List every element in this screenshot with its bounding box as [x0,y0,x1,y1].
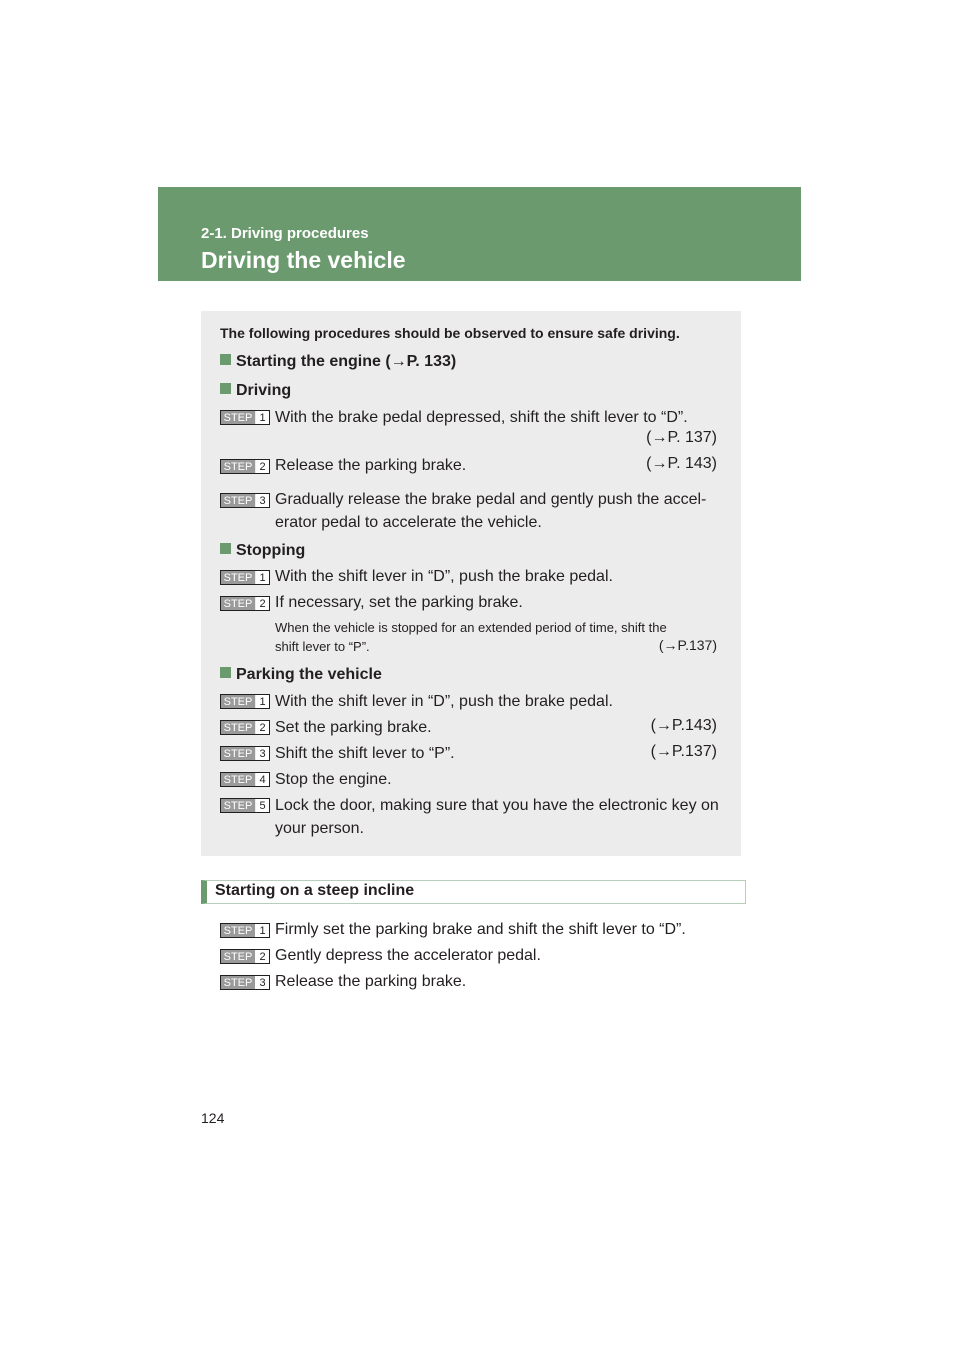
step-badge: STEP 2 [220,596,270,611]
procedures-panel [201,311,741,856]
bullet-square-icon [220,383,231,394]
heading-stopping: Stopping [220,541,760,561]
note-text-continued: shift lever to “P”. [275,639,370,654]
step-text: Release the parking brake. [275,973,467,990]
page-reference: (→P.143) [650,717,717,734]
step-text: Set the parking brake. [275,719,432,736]
note-text: When the vehicle is stopped for an extended period of time, shift the [275,620,667,635]
section-header [158,187,801,281]
step-text: Stop the engine. [275,771,392,788]
page-title: Driving the vehicle [201,247,406,273]
step-text: Release the parking brake. [275,457,467,474]
step-badge: STEP 2 [220,459,270,474]
step-text-continued: your person. [275,820,364,837]
incline-heading: Starting on a steep incline [215,882,415,899]
heading-parking: Parking the vehicle [220,665,760,685]
step-text: Lock the door, making sure that you have the electronic key on [275,797,719,814]
step-text: If necessary, set the parking brake. [275,594,523,611]
page-reference: (→P. 137) [646,429,717,446]
step-badge: STEP 2 [220,949,270,964]
step-text: Shift the shift lever to “P”. [275,745,455,762]
incline-heading-bar [201,880,746,904]
step-text-continued: erator pedal to accelerate the vehicle. [275,514,542,531]
step-text: Gradually release the brake pedal and gently push the accel- [275,491,707,508]
step-badge: STEP 1 [220,570,270,585]
bullet-square-icon [220,543,231,554]
bullet-square-icon [220,667,231,678]
step-badge: STEP 5 [220,798,270,813]
step-text: With the shift lever in “D”, push the brake pedal. [275,693,613,710]
step-badge: STEP 1 [220,694,270,709]
page-reference: (→P.137) [658,637,717,653]
step-badge: STEP 4 [220,772,270,787]
heading-starting-engine: Starting the engine (→P. 133) [220,352,760,372]
step-text: With the brake pedal depressed, shift the shift lever to “D”. [275,409,688,426]
step-text: Gently depress the accelerator pedal. [275,947,541,964]
bullet-square-icon [220,354,231,365]
section-label: 2-1. Driving procedures [201,225,369,242]
step-badge: STEP 1 [220,410,270,425]
step-badge: STEP 3 [220,746,270,761]
step-text: With the shift lever in “D”, push the brake pedal. [275,568,613,585]
step-badge: STEP 2 [220,720,270,735]
intro-text: The following procedures should be observed to ensure safe driving. [220,325,680,341]
step-badge: STEP 3 [220,493,270,508]
page-number: 124 [201,1110,225,1126]
step-text: Firmly set the parking brake and shift the shift lever to “D”. [275,921,686,938]
heading-driving: Driving [220,381,760,401]
step-badge: STEP 3 [220,975,270,990]
step-badge: STEP 1 [220,923,270,938]
page-reference: (→P.137) [650,743,717,760]
page-reference: (→P. 143) [646,455,717,472]
